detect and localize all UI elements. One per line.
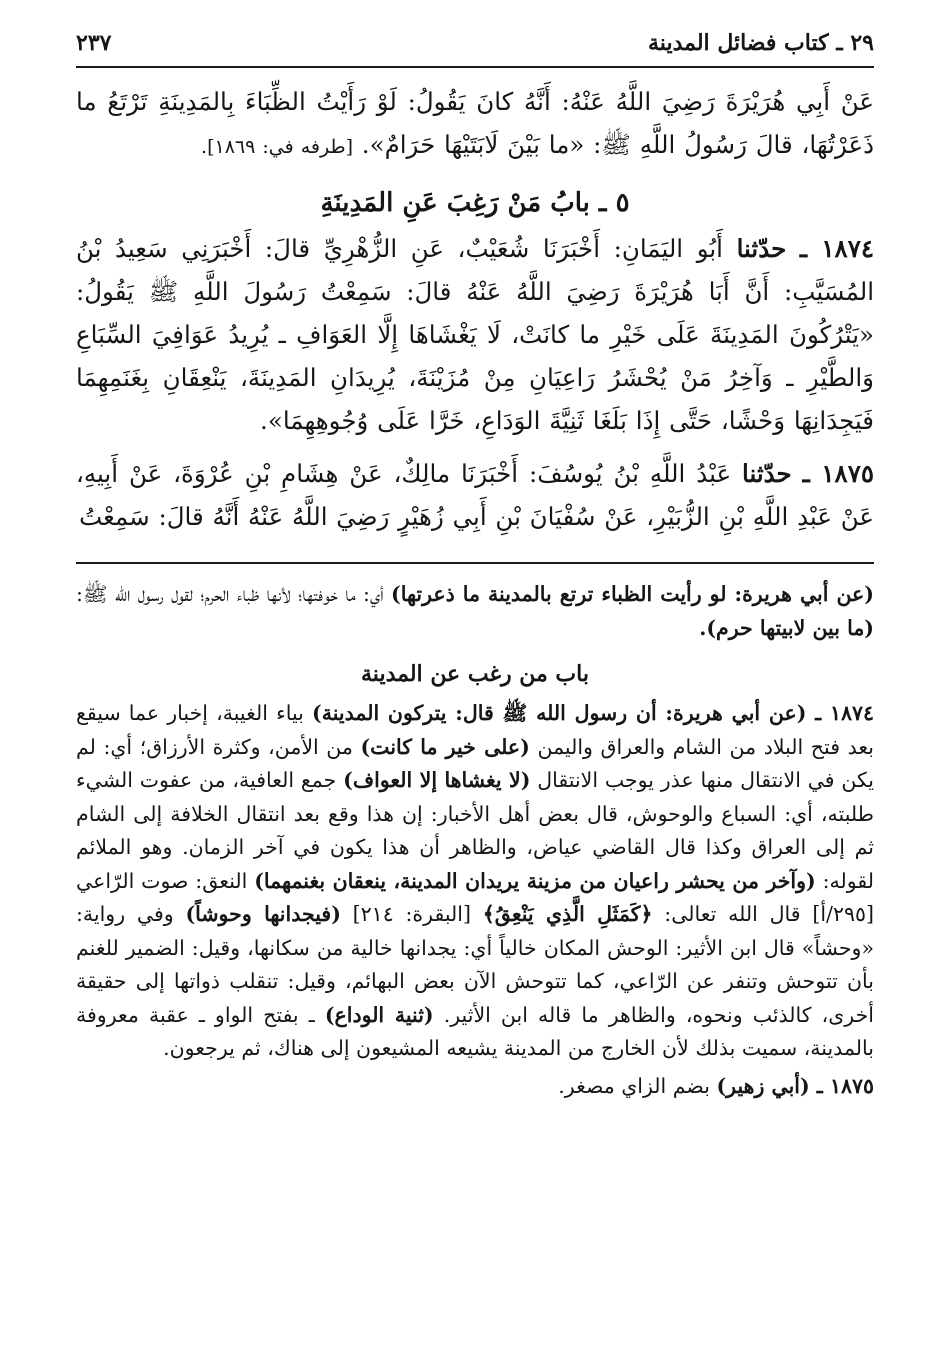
commentary-text: النعق: صوت الرّاعي [٢٩٥/أ] قال الله تعالى: [76, 868, 874, 926]
book-page [76, 26, 874, 1103]
hadith-body: أَبُو اليَمَانِ: أَخْبَرَنَا شُعَيْبٌ، عَنِ الزُّهْرِيِّ قالَ: أَخْبَرَنِي سَعِيدُ بْنُ المُسَيَّبِ: أَنَّ أَبَا هُرَيْرَةَ رَضِيَ اللَّهُ عَنْهُ قالَ: سَمِعْتُ رَسُولَ اللَّهِ ﷺ يَقُولُ: «يَتْرُكُونَ المَدِينَةَ عَلَى خَيْرِ ما كانَتْ، لَا يَغْشَاهَا إِلَّا العَوَافِ ـ يُرِيدُ عَوَافِيَ السِّبَاعِ وَالطَّيْرِ ـ وَآخِرُ مَنْ يُحْشَرُ رَاعِيَانِ مِنْ مُزَيْنَةَ، يُرِيدَانِ المَدِينَةَ، يَنْعِقَانِ بِغَنَمِهِمَا فَيَجِدَانِهَا وَحْشًا، حَتَّى إِذَا بَلَغَا ثَنِيَّةَ الوَدَاعِ، خَرَّا عَلَى وُجُوهِهِمَا». [76, 234, 874, 435]
hadith-text [76, 80, 874, 538]
hadith-body: عَبْدُ اللَّهِ بْنُ يُوسُفَ: أَخْبَرَنَا مالِكٌ، عَنْ هِشَامِ بْنِ عُرْوَةَ، عَنْ أَبِيهِ، عَنْ عَبْدِ اللَّهِ بْنِ الزُّبَيْرِ، عَنْ سُفْيَانَ بْنِ أَبِي زُهَيْرٍ رَضِيَ اللَّهُ عَنْهُ أَنَّهُ قالَ: سَمِعْتُ [76, 459, 874, 531]
commentary-paragraph [76, 697, 874, 1066]
commentary-text: وفي رواية: «وحشاً» قال ابن الأثير: الوحش المكان خالياً أي: يجدانها خالية من سكانها، وقيل: الضمير للغنم بأن تتوحش وتنفر عن الرّاعي، كما تتوحش الآن بعض البهائم، وقيل: تنقلب ذواتها إلى حقيقة أخرى، كالذئب ونحوه، والظاهر ما قاله ابن الأثير. [76, 902, 874, 1027]
narration-keyword: حدّثنا [736, 234, 787, 263]
commentary-text: [البقرة: ٢١٤] [352, 902, 471, 926]
quran-quote: ﴿كَمَثَلِ الَّذِي يَنْعِقُ﴾ [482, 902, 653, 926]
cross-reference: [طرفه في: ١٨٦٩]. [201, 136, 353, 158]
quoted-phrase: (ثنية الوداع) [324, 1002, 434, 1027]
quoted-phrase: ١٨٧٤ ـ (عن أبي هريرة: أن رسول الله ﷺ قال: يتركون المدينة) [312, 701, 874, 725]
narration-keyword: حدّثنا [741, 459, 792, 488]
hadith-number: ١٨٧٥ ـ [802, 459, 875, 488]
chapter-heading: ٥ ـ بابُ مَنْ رَغِبَ عَنِ المَدِينَةِ [320, 188, 630, 218]
quoted-phrase: (لا يغشاها إلا العواف) [343, 768, 531, 792]
commentary-paragraph [76, 1070, 874, 1104]
quoted-phrase: ١٨٧٥ ـ (أبي زهير) [716, 1073, 874, 1098]
commentary-paragraph [76, 578, 874, 645]
quoted-phrase: (وآخر من يحشر راعيان من مزينة يريدان المدينة، ينعقان بغنمهما) [254, 868, 816, 893]
commentary-text: بضم الزاي مصغر. [558, 1073, 710, 1098]
hadith-1873-text: عَنْ أَبِي هُرَيْرَةَ رَضِيَ اللَّهُ عَنْهُ: أَنَّهُ كانَ يَقُولُ: لَوْ رَأَيْتُ الظِّبَاءَ بِالمَدِينَةِ تَرْتَعُ ما ذَعَرْتُهَا، قالَ رَسُولُ اللَّهِ ﷺ: «ما بَيْنَ لَابَتَيْهَا حَرَامٌ». [76, 87, 874, 159]
hadith-1875 [76, 452, 874, 538]
page-header [76, 26, 874, 68]
quoted-phrase: (ما بين لابيتها حرم). [699, 615, 874, 640]
quoted-phrase: (فيجدانها وحوشاً) [185, 902, 341, 926]
commentary-text: من الأمن، وكثرة الأرزاق؛ أي: لم يكن في الانتقال منها عذر يوجب الانتقال [76, 734, 875, 792]
commentary-text: أي: ما خوفتها؛ لأنها ظباء الحرم؛ لقول رسول الله ﷺ: [76, 582, 384, 606]
commentary-text: جمع العافية، من عفوت الشيء طلبته، أي: السباع والوحوش، قال بعض أهل الأخبار: إن هذا وقع بعد انتقال الخلافة إلى الشام ثم إلى العراق وكذا قال القاضي عياض، والظاهر أن هذا يكون في آخر الزمان. وهو الملائم لقوله: [76, 768, 874, 893]
hadith-1874 [76, 227, 874, 442]
commentary [76, 578, 874, 1103]
chapter-title: ٢٩ ـ كتاب فضائل المدينة [648, 30, 874, 56]
commentary-heading: باب من رغب عن المدينة [361, 661, 589, 687]
quoted-phrase: (على خير ما كانت) [360, 734, 530, 759]
commentary-text: ـ بفتح الواو ـ عقبة معروفة بالمدينة، سميت بذلك لأن الخارج من المدينة يشيعه المشيعون إلى هناك، ثم يرجعون. [76, 1002, 874, 1060]
hadith-1873-continuation [76, 80, 874, 169]
footnote-separator [76, 562, 874, 564]
commentary-text: بياء الغيبة، إخبار عما سيقع بعد فتح البلاد من الشام والعراق واليمن [76, 701, 874, 759]
quoted-phrase: (عن أبي هريرة: لو رأيت الظباء ترتع بالمدينة ما ذعرتها) [391, 582, 874, 606]
hadith-number: ١٨٧٤ ـ [799, 234, 875, 263]
page-number: ٢٣٧ [76, 30, 112, 56]
